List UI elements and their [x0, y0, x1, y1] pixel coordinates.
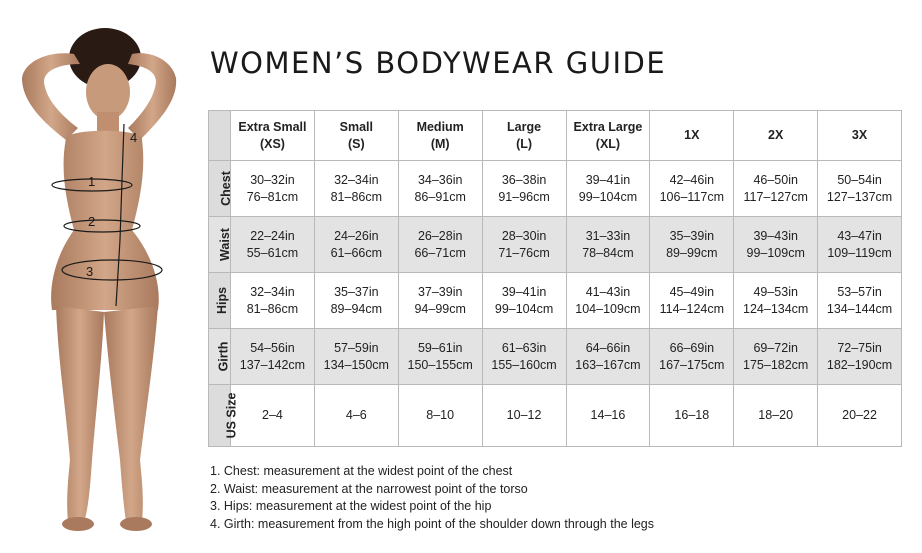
table-cell	[231, 161, 315, 217]
cell-cm: 89–94cm	[330, 301, 383, 316]
table-cell	[734, 161, 818, 217]
table-cell	[734, 273, 818, 329]
cell-cm: 182–190cm	[826, 357, 893, 372]
row-header	[209, 329, 231, 385]
table-row-chest	[209, 161, 902, 217]
cell-cm: 55–61cm	[246, 245, 299, 260]
cell-inches: 72–75in	[837, 340, 882, 355]
model-figure	[0, 20, 200, 535]
cell-cm: 99–104cm	[494, 301, 554, 316]
col-header-l: Large (L)	[482, 111, 566, 161]
table-row-girth	[209, 329, 902, 385]
cell-cm: 81–86cm	[246, 301, 299, 316]
left-leg	[56, 306, 104, 522]
row-header	[209, 217, 231, 273]
cell-cm: 150–155cm	[407, 357, 473, 372]
table-cell	[482, 273, 566, 329]
marker-1: 1	[88, 174, 96, 189]
row-label: Girth	[216, 341, 231, 372]
right-foot	[120, 517, 152, 531]
marker-4: 4	[130, 130, 138, 145]
cell-cm: 76–81cm	[246, 189, 299, 204]
cell-inches: 32–34in	[334, 172, 379, 187]
cell-cm: 86–91cm	[414, 189, 466, 204]
table-cell: 2–4	[231, 385, 315, 447]
table-cell	[482, 217, 566, 273]
cell-cm: 89–99cm	[666, 245, 718, 260]
cell-inches: 46–50in	[753, 172, 798, 187]
cell-cm: 134–150cm	[323, 357, 389, 372]
cell-cm: 124–134cm	[743, 301, 809, 316]
marker-3: 3	[86, 264, 94, 279]
cell-inches: 66–69in	[669, 340, 715, 355]
page-title: WOMEN’S BODYWEAR GUIDE	[210, 46, 667, 80]
table-cell: 20–22	[818, 385, 902, 447]
left-foot	[62, 517, 94, 531]
col-header-2x: 2X	[734, 111, 818, 161]
col-header-3x: 3X	[818, 111, 902, 161]
table-row-us-size	[209, 385, 902, 447]
cell-cm: 99–104cm	[578, 189, 638, 204]
table-cell	[482, 161, 566, 217]
cell-inches: 28–30in	[501, 228, 547, 243]
table-cell	[818, 273, 902, 329]
cell-inches: 32–34in	[250, 284, 295, 299]
cell-inches: 34–36in	[417, 172, 463, 187]
col-header-m: Medium (M)	[398, 111, 482, 161]
table-cell	[650, 161, 734, 217]
cell-cm: 71–76cm	[498, 245, 550, 260]
table-cell	[398, 217, 482, 273]
cell-cm: 91–96cm	[498, 189, 550, 204]
table-cell	[314, 161, 398, 217]
table-cell	[566, 273, 650, 329]
cell-inches: 35–37in	[334, 284, 379, 299]
cell-cm: 61–66cm	[330, 245, 383, 260]
cell-inches: 43–47in	[837, 228, 882, 243]
table-cell	[314, 217, 398, 273]
cell-cm: 137–142cm	[239, 357, 306, 372]
cell-cm: 167–175cm	[659, 357, 725, 372]
table-cell: 10–12	[482, 385, 566, 447]
table-row-hips	[209, 273, 902, 329]
table-cell	[398, 161, 482, 217]
cell-inches: 39–43in	[753, 228, 798, 243]
col-header-xs: Extra Small (XS)	[231, 111, 315, 161]
cell-cm: 94–99cm	[414, 301, 466, 316]
cell-cm: 117–127cm	[743, 189, 808, 204]
row-label: US Size	[224, 392, 239, 439]
note-waist: 2. Waist: measurement at the narrowest point of the torso	[210, 481, 528, 496]
table-cell	[231, 273, 315, 329]
cell-inches: 45–49in	[669, 284, 715, 299]
table-cell: 14–16	[566, 385, 650, 447]
cell-cm: 155–160cm	[491, 357, 557, 372]
measurement-notes	[210, 463, 654, 533]
table-cell	[650, 217, 734, 273]
table-cell	[482, 329, 566, 385]
note-girth: 4. Girth: measurement from the high point of the shoulder down through the legs	[210, 516, 655, 531]
table-cell	[650, 273, 734, 329]
table-cell	[398, 329, 482, 385]
table-cell: 18–20	[734, 385, 818, 447]
row-label: Hips	[215, 286, 230, 315]
cell-inches: 54–56in	[250, 340, 295, 355]
header-row	[209, 111, 902, 161]
table-cell: 8–10	[398, 385, 482, 447]
table-cell	[566, 161, 650, 217]
cell-cm: 99–109cm	[746, 245, 805, 260]
cell-inches: 61–63in	[501, 340, 547, 355]
table-cell	[818, 217, 902, 273]
row-header	[209, 385, 239, 447]
row-header	[209, 273, 231, 329]
table-cell: 4–6	[314, 385, 398, 447]
row-header	[209, 161, 231, 217]
cell-cm: 127–137cm	[826, 189, 893, 204]
table-cell	[566, 217, 650, 273]
table-cell	[231, 217, 315, 273]
cell-inches: 42–46in	[669, 172, 715, 187]
table-cell	[314, 273, 398, 329]
note-chest: 1. Chest: measurement at the widest point of the chest	[210, 464, 513, 478]
corner-cell	[209, 111, 231, 161]
cell-inches: 22–24in	[250, 228, 295, 243]
row-label: Waist	[217, 228, 232, 261]
cell-cm: 104–109cm	[575, 301, 641, 316]
head	[86, 64, 130, 120]
cell-cm: 134–144cm	[826, 301, 893, 316]
cell-inches: 39–41in	[585, 172, 631, 187]
neck	[97, 112, 119, 134]
col-header-xl: Extra Large (XL)	[566, 111, 650, 161]
cell-cm: 81–86cm	[330, 189, 383, 204]
cell-inches: 39–41in	[501, 284, 547, 299]
cell-inches: 35–39in	[669, 228, 715, 243]
cell-inches: 50–54in	[837, 172, 882, 187]
note-hips: 3. Hips: measurement at the widest point of the hip	[210, 499, 492, 513]
cell-inches: 36–38in	[501, 172, 547, 187]
cell-inches: 49–53in	[753, 284, 798, 299]
table-cell	[818, 161, 902, 217]
table-cell	[734, 217, 818, 273]
table-cell: 16–18	[650, 385, 734, 447]
cell-inches: 24–26in	[334, 228, 379, 243]
size-chart-table	[208, 110, 902, 447]
cell-inches: 57–59in	[334, 340, 379, 355]
col-header-1x: 1X	[650, 111, 734, 161]
cell-inches: 69–72in	[753, 340, 798, 355]
row-label: Chest	[218, 171, 233, 206]
cell-inches: 59–61in	[417, 340, 463, 355]
table-cell	[398, 273, 482, 329]
cell-cm: 114–124cm	[659, 301, 725, 316]
cell-cm: 78–84cm	[582, 245, 634, 260]
cell-inches: 37–39in	[417, 284, 463, 299]
cell-inches: 64–66in	[585, 340, 631, 355]
marker-2: 2	[88, 214, 96, 229]
table-cell	[566, 329, 650, 385]
cell-cm: 109–119cm	[827, 245, 892, 260]
cell-inches: 30–32in	[250, 172, 295, 187]
col-header-s: Small (S)	[314, 111, 398, 161]
cell-cm: 106–117cm	[659, 189, 725, 204]
cell-cm: 66–71cm	[414, 245, 466, 260]
cell-inches: 26–28in	[417, 228, 463, 243]
right-leg	[104, 306, 158, 522]
table-cell	[734, 329, 818, 385]
cell-inches: 31–33in	[585, 228, 631, 243]
cell-cm: 175–182cm	[743, 357, 809, 372]
table-cell	[231, 329, 315, 385]
cell-inches: 41–43in	[585, 284, 631, 299]
table-row-waist	[209, 217, 902, 273]
cell-cm: 163–167cm	[575, 357, 641, 372]
table-cell	[818, 329, 902, 385]
cell-inches: 53–57in	[837, 284, 882, 299]
table-cell	[314, 329, 398, 385]
table-cell	[650, 329, 734, 385]
